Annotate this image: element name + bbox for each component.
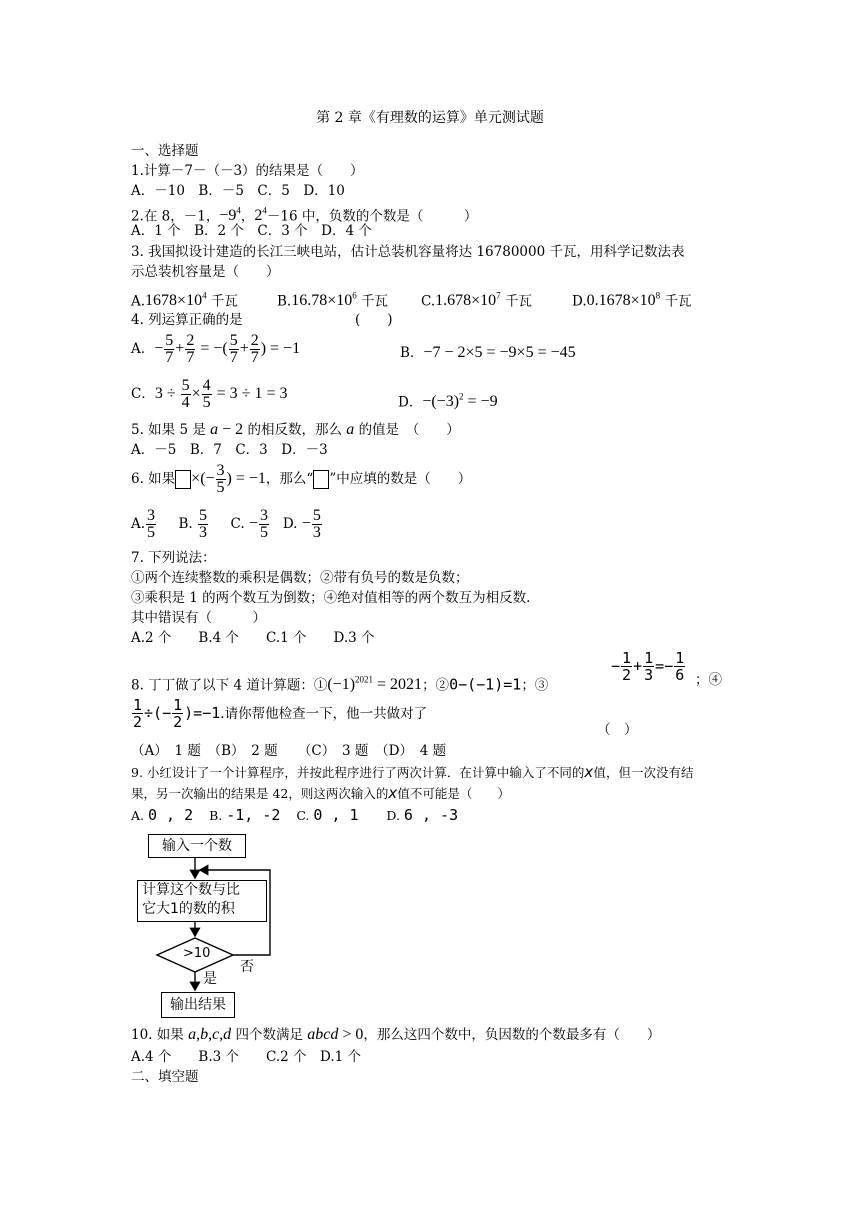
question-9-options: A. 0 , 2 B. -1, -2 C. 0 , 1 D. 6 , -3 [131, 806, 459, 824]
question-2-stem: 2.在 8，－1，$-9^4$，$2^4-16$ 中，负数的个数是（ ） [131, 206, 478, 225]
flowchart-yes-label: 是 [203, 971, 217, 987]
question-2-options: A．1 个 B．2 个 C．3 个 D．4 个 [131, 223, 372, 239]
question-3-line-1: 3. 我国拟设计建造的长江三峡电站，估计总装机容量将达 16780000 千瓦，用科学记数法表 [131, 244, 685, 260]
question-4-option-c: C．3 ÷ $\frac{5}{4}$ × $\frac{4}{5}$ = 3 ÷ 1 = 3 [131, 377, 288, 411]
question-6-options: A. $\frac{3}{5}$ B. $\frac{5}{3}$ C. − $\frac{3}{5}$ D. − $\frac{5}{3}$ [131, 507, 321, 541]
question-3-option-d: $D.0.1678\times 10^8$ 千瓦 [572, 291, 692, 310]
question-4-option-b: B．−7 − 2×5 = −9×5 = −45 [400, 344, 576, 361]
question-1-options: A．－10 B．－5 C．5 D．10 [131, 183, 345, 199]
question-8-options: （A） 1 题 （B） 2 题 （C） 3 题 （D） 4 题 [131, 743, 447, 759]
flowchart-condition-label: >10 [183, 946, 211, 961]
question-7-statement-2: ③乘积是 1 的两个数互为倒数；④绝对值相等的两个数互为相反数. [131, 590, 531, 606]
flowchart-input-box: 输入一个数 [148, 834, 246, 858]
question-1-stem: 1.计算－7－（－3）的结果是（ ） [131, 163, 364, 179]
page-title: 第 2 章《有理数的运算》单元测试题 [316, 110, 544, 126]
question-7-stem: 7. 下列说法： [131, 550, 216, 566]
question-4-stem: 4. 列运算正确的是 [131, 312, 243, 328]
question-9-line-2: 果，另一次输出的结果是 42，则这两次输入的x值不可能是（ ） [131, 784, 510, 802]
flowchart-no-label: 否 [240, 959, 254, 975]
question-7-statement-1: ①两个连续整数的乘积是偶数；②带有负号的数是负数； [131, 570, 469, 586]
section-heading-choice: 一、选择题 [131, 143, 199, 159]
question-3-line-2: 示总装机容量是（ ） [131, 264, 280, 280]
question-3-option-c: $C.1.678\times 10^7$ 千瓦 [421, 291, 532, 310]
question-8-item-4-label: ；④ [695, 672, 722, 688]
question-8-item-4: $\frac{1}{2}$ ÷(− $\frac{1}{2}$ )=−1.请你帮他检查一下，他一共做对了 [133, 696, 428, 731]
question-6-stem: 6. 如果 ×(− $\frac{3}{5}$ ) = −1，那么“ ”中应填的数是（ ） [131, 462, 472, 496]
blank-box [175, 470, 191, 489]
question-4-paren: ( ) [355, 312, 393, 328]
question-8-stem: 8. 丁丁做了以下 4 道计算题：$①(-1)^{2021} = 2021$；②0−(−1)=1；③ [131, 675, 549, 694]
question-10-options: A.4 个 B.3 个 C.2 个 D.1 个 [131, 1049, 362, 1065]
question-5-options: A．－5 B．7 C．3 D．－3 [131, 442, 328, 458]
question-3-option-a: $A.1678\times 10^4$ 千瓦 [131, 291, 238, 310]
flowchart-compute-box: 计算这个数与比 它大1的数的积 [137, 880, 267, 922]
question-5-stem: 5. 如果 5 是 a − 2 的相反数，那么 a 的值是 （ ） [131, 421, 460, 438]
question-9-line-1: 9. 小红设计了一个计算程序，并按此程序进行了两次计算．在计算中输入了不同的x值，但一次没有结 [131, 763, 694, 781]
blank-box [313, 470, 329, 489]
section-heading-fill-in: 二、填空题 [131, 1069, 199, 1085]
question-4-option-a: A．− $\frac{5}{7}$ + $\frac{2}{7}$ = −( $\frac{5}{7}$ + $\frac{2}{7}$ ) = −1 [131, 332, 301, 366]
flowchart-output-box: 输出结果 [161, 992, 235, 1018]
question-7-statement-3: 其中错误有（ ） [131, 610, 266, 626]
question-8-paren: （ ） [597, 722, 638, 738]
question-7-options: A.2 个 B.4 个 C.1 个 D.3 个 [131, 630, 375, 646]
question-10-stem: 10. 如果 a,b,c,d 四个数满足 abcd > 0，那么这四个数中，负因数的个数最多有（ ） [131, 1026, 661, 1043]
question-8-item-3: − $\frac{1}{2}$ + $\frac{1}{3}$ =− $\frac{1}{6}$ [611, 649, 685, 684]
question-3-option-b: $B.16.78\times 10^6$ 千瓦 [277, 291, 389, 310]
question-4-option-d: D．$-(-3)^2 = -9$ [398, 392, 498, 411]
